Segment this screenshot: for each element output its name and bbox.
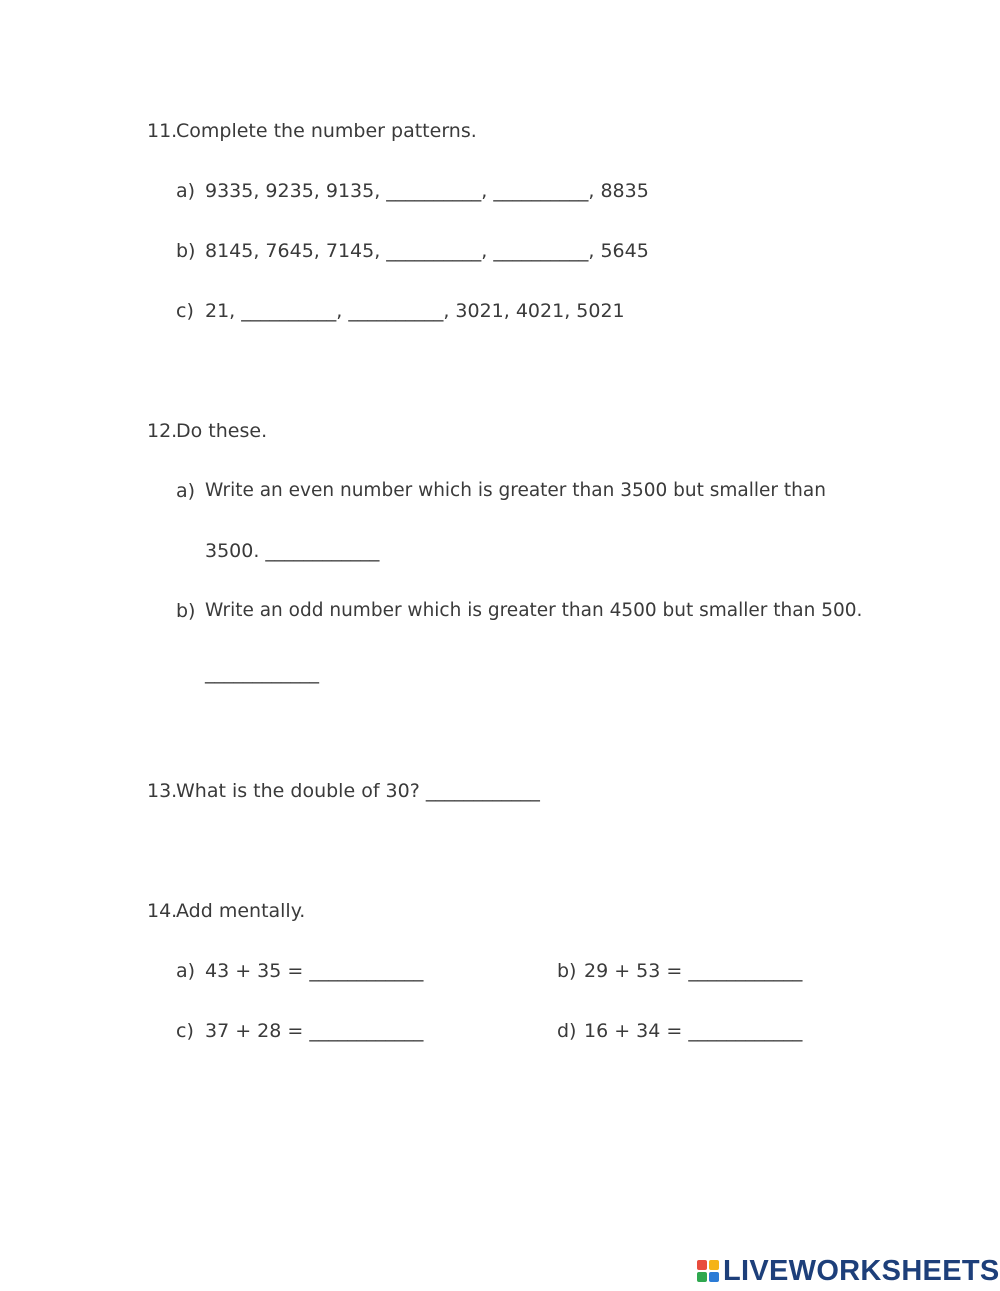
question-11-number: 11. <box>147 120 178 142</box>
q14-a-text: 43 + 35 = ____________ <box>205 960 424 982</box>
logo-mark-square <box>709 1272 719 1282</box>
q11-c-text: 21, __________, __________, 3021, 4021, 5021 <box>205 300 625 322</box>
q12-b-text: Write an odd number which is greater than 4500 but smaller than 500. <box>205 600 863 621</box>
q12-b-answer-line: ____________ <box>205 662 319 684</box>
q12-a-label: a) <box>176 480 196 502</box>
question-12-title: Do these. <box>176 420 268 442</box>
question-13-number: 13. <box>147 780 178 802</box>
q14-a-label: a) <box>176 960 196 982</box>
q11-a-label: a) <box>176 180 196 202</box>
logo-mark-square <box>709 1260 719 1270</box>
question-14-title: Add mentally. <box>176 900 306 922</box>
liveworksheets-logo <box>697 1254 1000 1288</box>
logo-mark-square <box>697 1272 707 1282</box>
question-11-title: Complete the number patterns. <box>176 120 477 142</box>
q12-a-answer-line: 3500. ____________ <box>205 540 380 562</box>
logo-wordmark: LIVEWORKSHEETS <box>723 1255 1000 1287</box>
q11-a-text: 9335, 9235, 9135, __________, __________, 8835 <box>205 180 649 202</box>
q14-c-label: c) <box>176 1020 194 1042</box>
q11-b-label: b) <box>176 240 196 262</box>
q14-d-text: 16 + 34 = ____________ <box>584 1020 803 1042</box>
q12-b-label: b) <box>176 600 196 622</box>
q11-c-label: c) <box>176 300 194 322</box>
q11-b-text: 8145, 7645, 7145, __________, __________, 5645 <box>205 240 649 262</box>
q12-a-text: Write an even number which is greater than 3500 but smaller than <box>205 480 826 501</box>
q14-d-label: d) <box>557 1020 577 1042</box>
logo-mark-icon <box>697 1260 719 1282</box>
question-14-number: 14. <box>147 900 178 922</box>
q14-b-label: b) <box>557 960 577 982</box>
q14-b-text: 29 + 53 = ____________ <box>584 960 803 982</box>
question-12-number: 12. <box>147 420 178 442</box>
logo-mark-square <box>697 1260 707 1270</box>
question-13-title: What is the double of 30? ____________ <box>176 780 540 802</box>
q14-c-text: 37 + 28 = ____________ <box>205 1020 424 1042</box>
